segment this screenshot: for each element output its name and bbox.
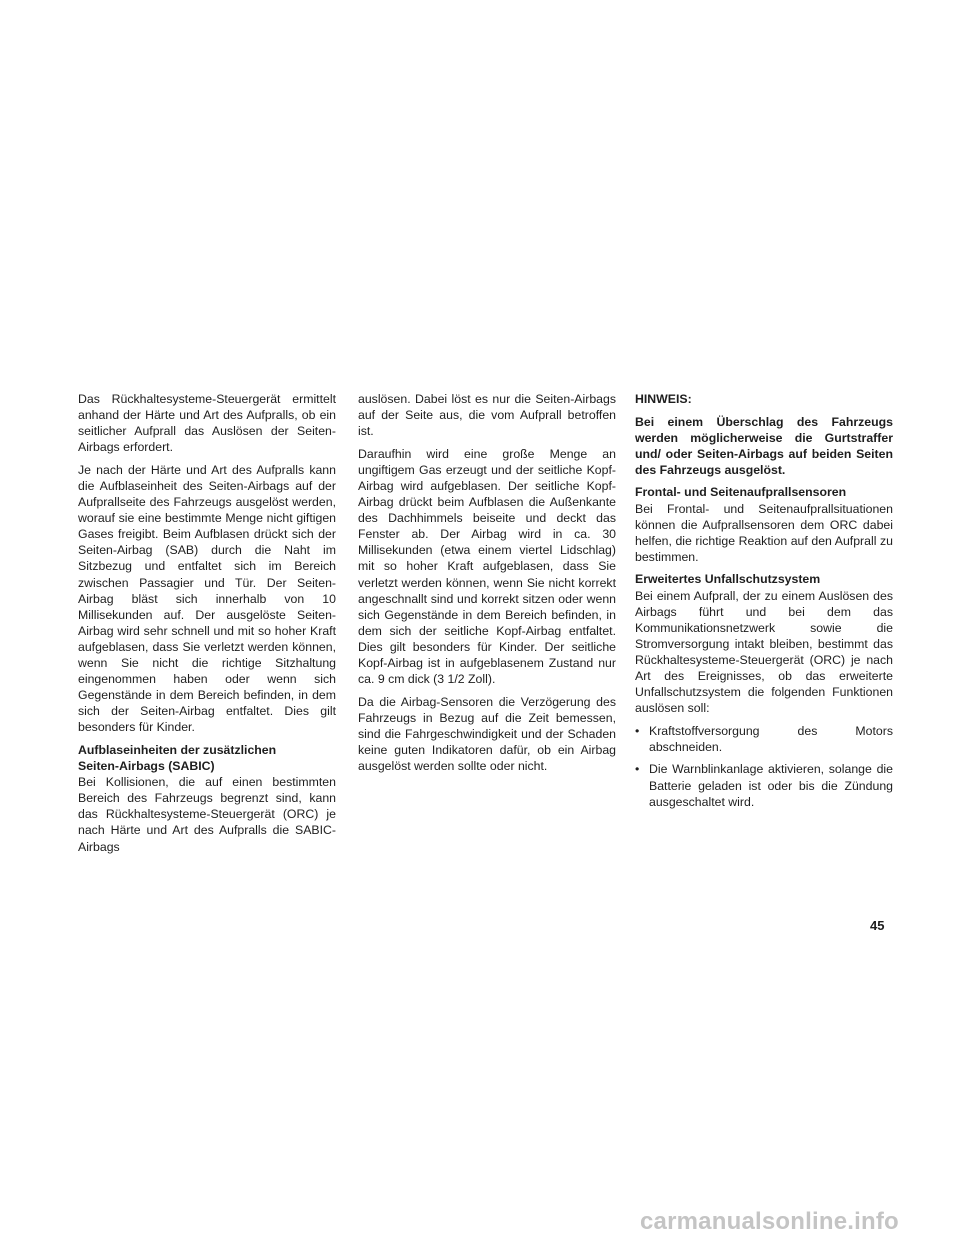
list-item-text: Kraftstoffversorgung des Motors abschneiden. (649, 723, 893, 754)
list-item (635, 761, 893, 809)
note-label: HINWEIS: (635, 392, 692, 406)
paragraph: Bei einem Aufprall, der zu einem Auslösen des Airbags führt und bei dem das Kommunikationsnetzwerk sowie die Stromversorgung intakt bleiben, bestimmt das Rückhaltesysteme-Steuergerät (ORC) je nach Art des Ereignisses, ob das erweiterte Unfallschutzsystem die folgenden Funktionen auslösen soll: (635, 588, 893, 716)
section-heading: Erweitertes Unfallschutzsystem (635, 572, 821, 587)
text-column-left (78, 391, 336, 861)
paragraph: auslösen. Dabei löst es nur die Seiten-Airbags auf der Seite aus, die vom Aufprall betroffen ist. (358, 392, 616, 439)
paragraph: Je nach der Härte und Art des Aufpralls kann die Aufblaseinheit des Seiten-Airbags auf der Aufprallseite des Fahrzeugs ausgelöst werden, worauf sie eine bestimmte Menge nicht giftigen Gases freigibt. Beim Aufblasen drückt sich der Seiten-Airbag (SAB) durch die Naht im Sitzbezug und entfaltet sich im Bereich zwischen Passagier und Tür. Der Seiten-Airbag bläst sich innerhalb von 10 Millisekunden auf. Der ausgelöste Seiten-Airbag wird sehr schnell und mit so hoher Kraft aufgeblasen, dass Sie verletzt werden können, wenn Sie nicht die richtige Sitzhaltung eingenommen haben oder wenn sich Gegenstände in dem Bereich befinden, in dem sich der Seiten-Airbag entfaltet. Dies gilt besonders für Kinder. (78, 462, 336, 735)
bullet-icon: • (635, 723, 640, 738)
note-text: Bei einem Überschlag des Fahrzeugs werden möglicherweise die Gurtstraffer und/ oder Seiten-Airbags auf beiden Seiten des Fahrzeugs ausgelöst. (635, 414, 893, 477)
paragraph: Daraufhin wird eine große Menge an ungiftigem Gas erzeugt und der seitliche Kopf-Airbag wird aufgeblasen. Der seitliche Kopf-Airbag drückt beim Aufblasen die Außenkante des Dachhimmels beiseite und deckt das Fenster ab. Der Airbag wird in ca. 30 Millisekunden (etwa einem viertel Lidschlag) mit so hoher Kraft aufgeblasen, dass Sie verletzt werden können, wenn Sie nicht korrekt angeschnallt sind und korrekt sitzen oder wenn sich Gegenstände in dem Bereich befinden, in dem sich der seitliche Kopf-Airbag entfaltet. Dies gilt besonders für Kinder. Der seitliche Kopf-Airbag ist in aufgeblasenem Zustand nur ca. 9 cm dick (3 1/2 Zoll). (358, 446, 616, 687)
bullet-icon: • (635, 762, 640, 777)
watermark: carmanualsonline.info (640, 1208, 899, 1235)
section-heading-line: Aufblaseinheiten der zusätzlichen (78, 742, 277, 757)
section-heading (78, 742, 336, 774)
page-number: 45 (870, 918, 885, 933)
bullet-list (635, 723, 893, 810)
section-heading: Frontal- und Seitenaufprallsensoren (635, 485, 847, 500)
paragraph: Bei Kollisionen, die auf einen bestimmten Bereich des Fahrzeugs begrenzt sind, kann das Rückhaltesysteme-Steuergerät (ORC) je nach Härte und Art des Aufpralls die SABIC-Airbags (78, 775, 336, 854)
section-heading-line: Seiten-Airbags (SABIC) (78, 759, 215, 774)
text-column-middle (358, 391, 616, 781)
paragraph: Da die Airbag-Sensoren die Verzögerung des Fahrzeugs in Bezug auf die Zeit bemessen, sind die Fahrgeschwindigkeit und der Schaden keine guten Indikatoren dafür, ob ein Airbag ausgelöst werden sollte oder nicht. (358, 694, 616, 774)
list-item (635, 723, 893, 755)
list-item-text: Die Warnblinkanlage aktivieren, solange die Batterie geladen ist oder bis die Zündung ausgeschaltet wird. (649, 762, 893, 809)
text-column-right (635, 391, 893, 816)
paragraph: Das Rückhaltesysteme-Steuergerät ermittelt anhand der Härte und Art des Aufpralls, ob ein seitlicher Aufprall das Auslösen der Seiten-Airbags erfordert. (78, 392, 336, 455)
paragraph: Bei Frontal- und Seitenaufprallsituationen können die Aufprallsensoren dem ORC dabei helfen, die richtige Reaktion auf den Aufprall zu bestimmen. (635, 501, 893, 564)
